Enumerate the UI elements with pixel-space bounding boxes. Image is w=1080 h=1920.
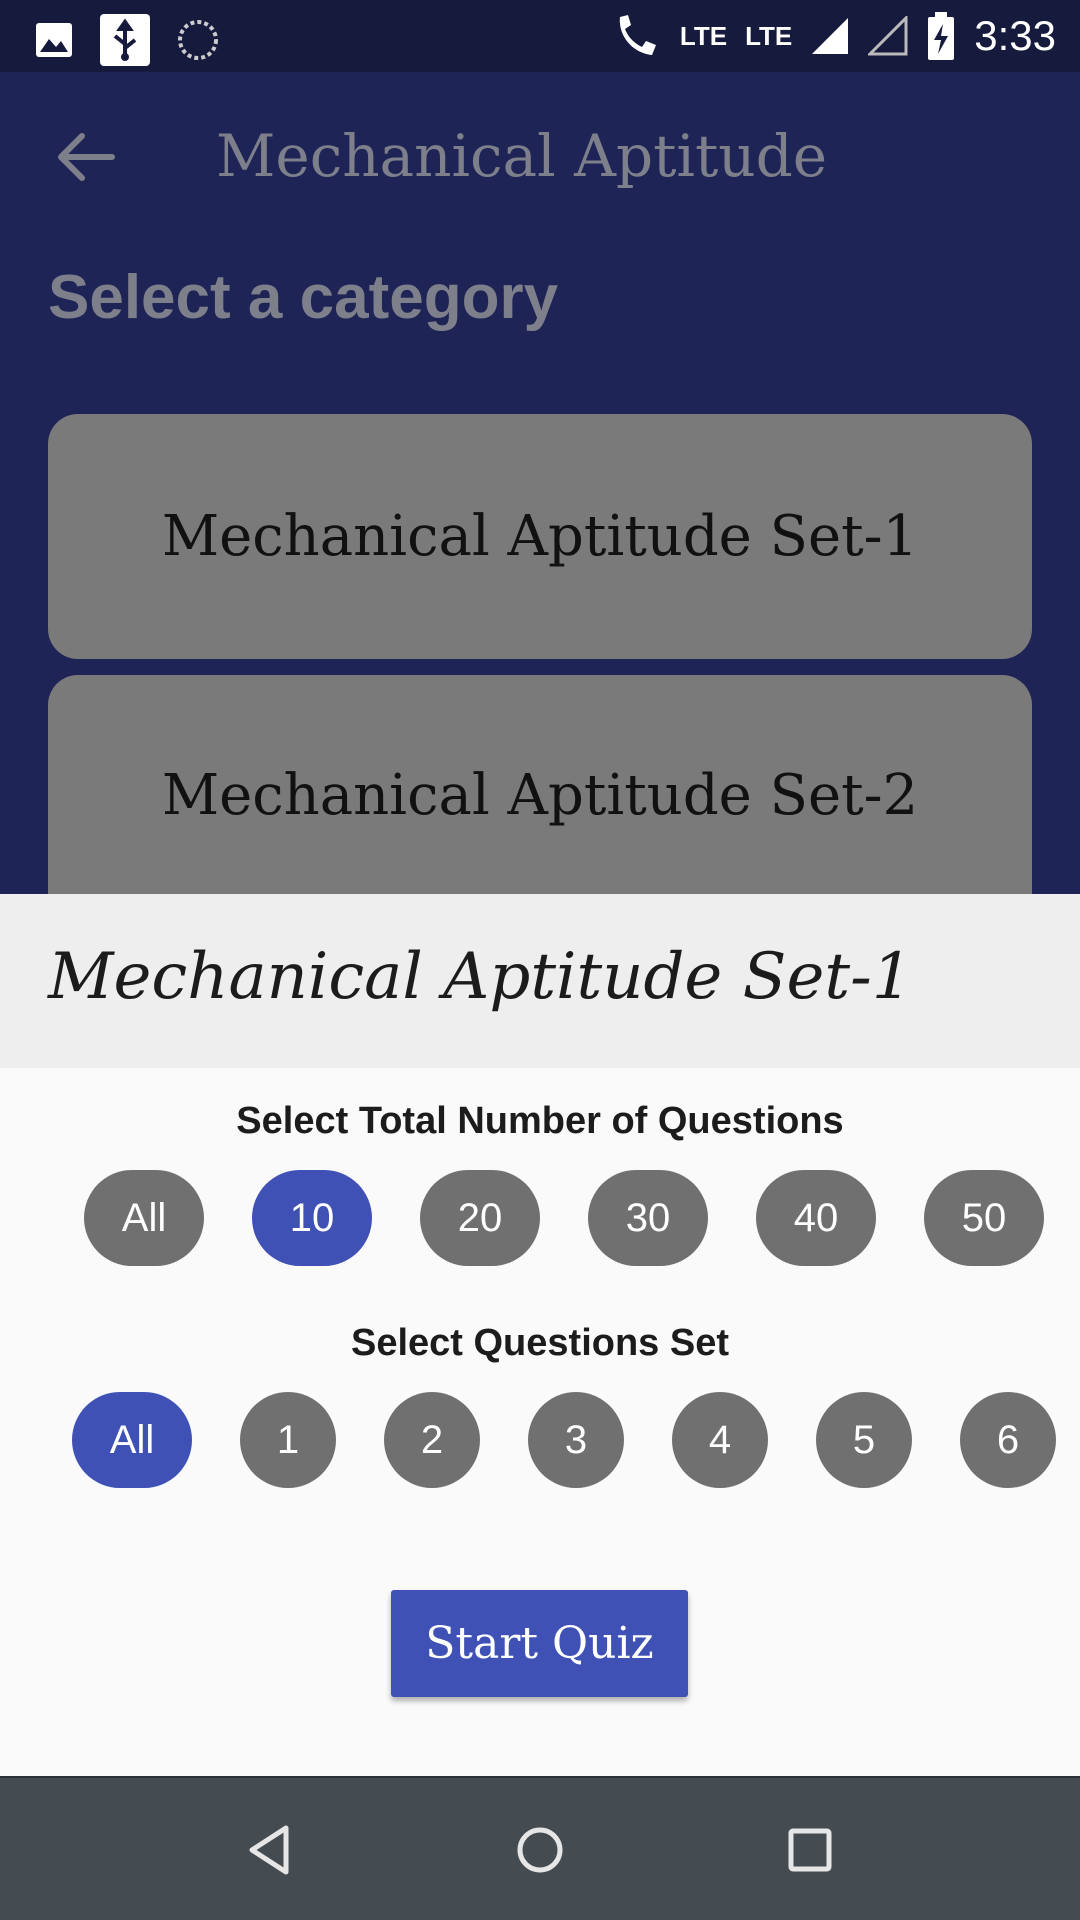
app-bar (0, 72, 1080, 242)
signal-empty-icon (868, 16, 908, 56)
total-option-10[interactable]: 10 (252, 1170, 372, 1266)
category-card-label: Mechanical Aptitude Set-2 (161, 763, 919, 828)
clock: 3:33 (974, 12, 1056, 59)
quiz-options-sheet (0, 894, 1080, 1776)
section-title: Select a category (48, 263, 559, 332)
questions-set-options (0, 1392, 1080, 1488)
network-type-1: LTE (679, 20, 728, 51)
signal-icon (810, 16, 850, 56)
set-option-all[interactable]: All (72, 1392, 192, 1488)
questions-set-label: Select Questions Set (350, 1322, 729, 1364)
set-option-4[interactable]: 4 (672, 1392, 768, 1488)
set-option-6[interactable]: 6 (960, 1392, 1056, 1488)
volte-call-icon (612, 11, 662, 61)
total-option-all[interactable]: All (84, 1170, 204, 1266)
app-title: Mechanical Aptitude (216, 122, 828, 190)
sheet-title: Mechanical Aptitude Set-1 (48, 940, 913, 1014)
set-option-5[interactable]: 5 (816, 1392, 912, 1488)
category-card-label: Mechanical Aptitude Set-1 (161, 504, 919, 569)
total-questions-label: Select Total Number of Questions (236, 1100, 844, 1142)
total-option-50[interactable]: 50 (924, 1170, 1044, 1266)
sync-icon (176, 18, 220, 62)
nav-recents-icon[interactable] (774, 1814, 846, 1886)
image-icon (34, 20, 74, 60)
set-option-1[interactable]: 1 (240, 1392, 336, 1488)
arrow-back-icon[interactable] (50, 122, 120, 192)
total-option-30[interactable]: 30 (588, 1170, 708, 1266)
network-type-2: LTE (745, 20, 793, 51)
total-questions-options (0, 1170, 1080, 1266)
usb-icon (100, 14, 150, 66)
set-option-3[interactable]: 3 (528, 1392, 624, 1488)
start-quiz-button[interactable]: Start Quiz (391, 1590, 688, 1697)
category-card-set-1[interactable] (48, 414, 1032, 659)
set-option-2[interactable]: 2 (384, 1392, 480, 1488)
sheet-header (0, 894, 1080, 1068)
status-bar (0, 0, 1080, 72)
navigation-bar (0, 1776, 1080, 1920)
total-option-40[interactable]: 40 (756, 1170, 876, 1266)
battery-charging-icon (926, 12, 956, 60)
total-option-20[interactable]: 20 (420, 1170, 540, 1266)
nav-home-icon[interactable] (504, 1814, 576, 1886)
nav-back-icon[interactable] (234, 1814, 306, 1886)
